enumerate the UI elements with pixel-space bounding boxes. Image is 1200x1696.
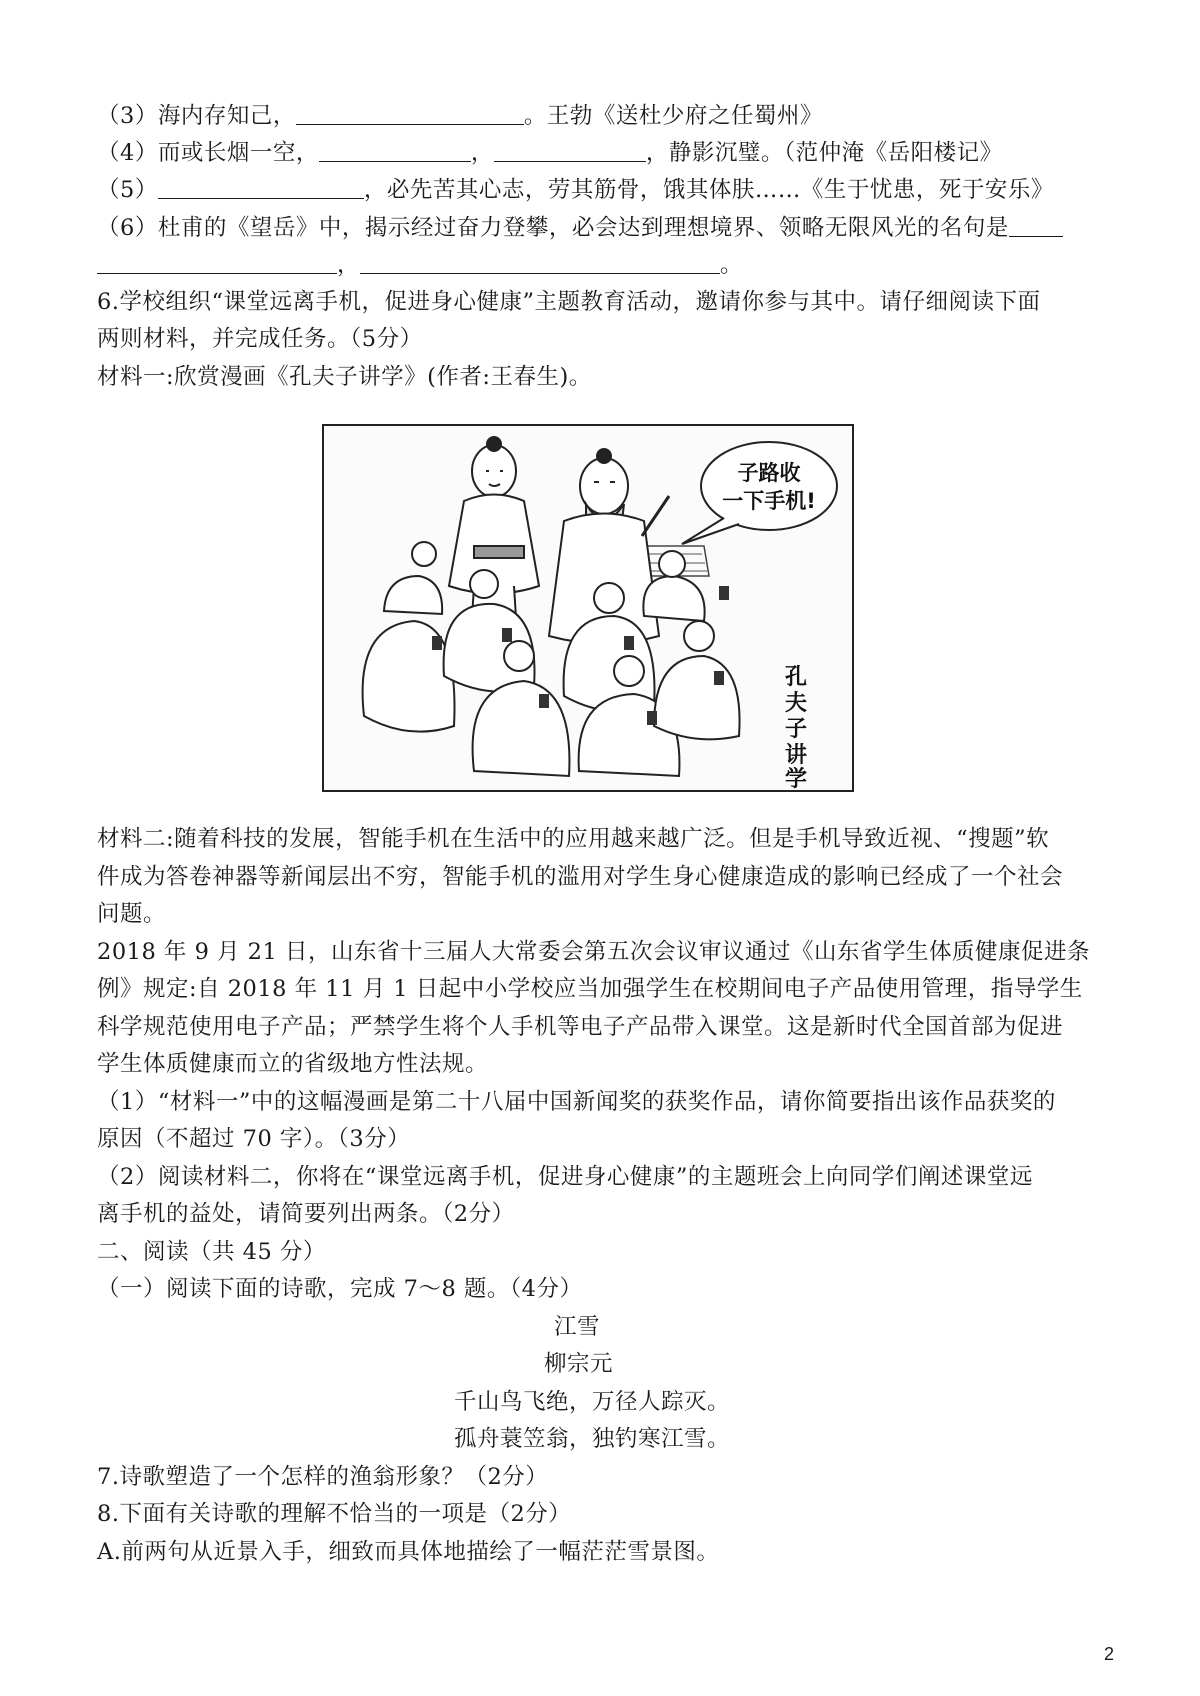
- q3-blank[interactable]: [296, 98, 524, 125]
- q3-prefix: （3）海内存知己，: [97, 103, 296, 129]
- task2-line-1: （2）阅读材料二，你将在“课堂远离手机，促进身心健康”的主题班会上向同学们阐述课堂远: [97, 1164, 1033, 1190]
- q6-line2: 两则材料，并完成任务。（5分）: [97, 326, 423, 352]
- q5-suffix: ，必先苦其心志，劳其筋骨，饿其体肤……《生于忧患，死于安乐》: [363, 177, 1054, 203]
- material2-line-6: 科学规范使用电子产品；严禁学生将个人手机等电子产品带入课堂。这是新时代全国首部为促进: [97, 1014, 1064, 1040]
- q6-blank-1[interactable]: [97, 247, 337, 274]
- q6-blank-start[interactable]: [1009, 210, 1063, 237]
- fill-in-q4: [97, 135, 1003, 170]
- q4-blank-2[interactable]: [494, 135, 646, 162]
- material2-line-3: 问题。: [97, 901, 167, 927]
- cartoon-title: [785, 664, 807, 790]
- section2-title: 二、阅读（共 45 分）: [97, 1239, 326, 1265]
- poem-line-2: 孤舟蓑笠翁，独钓寒江雪。: [454, 1426, 731, 1452]
- q6-end: 。: [720, 252, 744, 278]
- material2-line-2: 件成为答卷神器等新闻层出不穷，智能手机的滥用对学生身心健康造成的影响已经成了一个社会: [97, 864, 1064, 890]
- speech-bubble: [682, 442, 837, 544]
- material2-line-4: 2018 年 9 月 21 日，山东省十三届人大常委会第五次会议审议通过《山东省学生体质健康促进条: [97, 939, 1090, 965]
- q4-suffix: ，静影沉璧。（范仲淹《岳阳楼记》: [645, 140, 1003, 166]
- q4-blank-1[interactable]: [319, 135, 471, 162]
- title-char-3: 子: [784, 717, 808, 742]
- seated-students: [363, 542, 740, 776]
- question-7: 7.诗歌塑造了一个怎样的渔翁形象？（2分）: [97, 1464, 549, 1490]
- material2-line-1: 材料二:随着科技的发展，智能手机在生活中的应用越来越广泛。但是手机导致近视、“搜题”软: [97, 826, 1050, 852]
- title-char-1: 孔: [784, 665, 808, 690]
- title-char-4: 讲: [784, 743, 808, 768]
- material2-line-5: 例》规定:自 2018 年 11 月 1 日起中小学校应当加强学生在校期间电子产品使用管理，指导学生: [97, 976, 1083, 1002]
- cartoon-image: [322, 424, 854, 792]
- q5-blank[interactable]: [158, 172, 364, 199]
- task1-line-2: 原因（不超过 70 字）。（3分）: [97, 1126, 411, 1152]
- fill-in-q5: [97, 172, 1054, 207]
- fill-in-q3: [97, 98, 823, 133]
- q6-blank-2[interactable]: [360, 247, 720, 274]
- fill-in-q6-line1: [97, 210, 1063, 245]
- q3-suffix: 。王勃《送杜少府之任蜀州》: [523, 103, 823, 129]
- page-number: 2: [1103, 1644, 1114, 1664]
- task1-line-1: （1）“材料一”中的这幅漫画是第二十八届中国新闻奖的获奖作品，请你简要指出该作品获奖的: [97, 1089, 1056, 1115]
- question-8-option-a: A.前两句从近景入手，细致而具体地描绘了一幅茫茫雪景图。: [97, 1539, 720, 1565]
- cartoon-drawing: [324, 426, 852, 790]
- title-char-2: 夫: [784, 691, 808, 716]
- speech-line-2: 一下手机!: [722, 489, 816, 513]
- poem-line-1: 千山鸟飞绝，万径人踪灭。: [454, 1389, 731, 1415]
- question-8: 8.下面有关诗歌的理解不恰当的一项是（2分）: [97, 1501, 572, 1527]
- task2-line-2: 离手机的益处，请简要列出两条。（2分）: [97, 1201, 515, 1227]
- fill-in-q6-line2: [97, 247, 743, 282]
- title-char-5: 学: [784, 767, 808, 790]
- material1: 材料一:欣赏漫画《孔夫子讲学》(作者:王春生)。: [97, 364, 592, 390]
- q4-prefix: （4）而或长烟一空，: [97, 140, 319, 166]
- material2-line-7: 学生体质健康而立的省级地方性法规。: [97, 1051, 489, 1077]
- q6-fill-text: （6）杜甫的《望岳》中，揭示经过奋力登攀，必会达到理想境界、领略无限风光的名句是: [97, 215, 1009, 241]
- q6-line1: 6.学校组织“课堂远离手机，促进身心健康”主题教育活动，邀请你参与其中。请仔细阅读下面: [97, 289, 1041, 315]
- q5-prefix: （5）: [97, 177, 158, 203]
- poem-author: 柳宗元: [544, 1351, 614, 1377]
- speech-line-1: 子路收: [737, 461, 801, 485]
- q6-sep: ，: [337, 252, 361, 278]
- q4-sep: ，: [470, 140, 494, 166]
- section2-part1: （一）阅读下面的诗歌，完成 7～8 题。（4分）: [97, 1276, 583, 1302]
- poem-title: 江雪: [554, 1314, 601, 1340]
